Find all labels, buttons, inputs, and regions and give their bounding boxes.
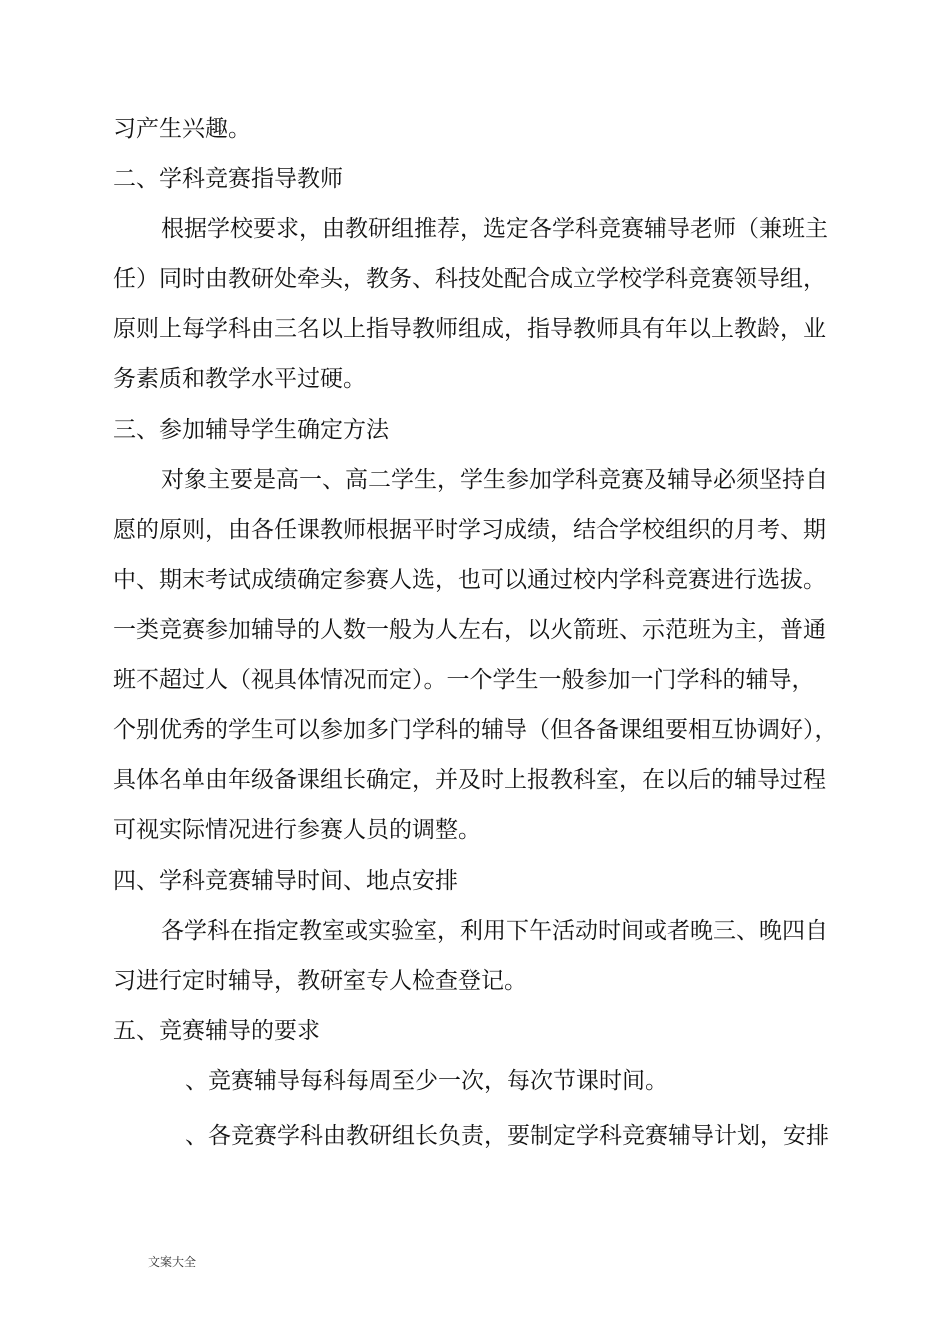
list-item-line: 、竞赛辅导每科每周至少一次，每次节课时间。 [185, 1068, 668, 1094]
body-text-line: 各学科在指定教室或实验室，利用下午活动时间或者晚三、晚四自 [161, 918, 828, 944]
body-text-line: 习进行定时辅导，教研室专人检查登记。 [113, 968, 527, 994]
body-text-line: 班不超过人（视具体情况而定）。一个学生一般参加一门学科的辅导， [113, 667, 815, 693]
body-text-line: 中、期末考试成绩确定参赛人选，也可以通过校内学科竞赛进行选拔。 [113, 567, 826, 593]
body-text-line: 对象主要是高一、高二学生，学生参加学科竞赛及辅导必须坚持自 [161, 467, 828, 493]
body-text-line: 一类竞赛参加辅导的人数一般为人左右，以火箭班、示范班为主，普通 [113, 617, 826, 643]
body-text-line: 习产生兴趣。 [113, 116, 251, 142]
body-text-line: 具体名单由年级备课组长确定，并及时上报教科室，在以后的辅导过程 [113, 767, 826, 793]
body-text-line: 个别优秀的学生可以参加多门学科的辅导（但各备课组要相互协调好）， [113, 717, 838, 743]
body-text-line: 愿的原则，由各任课教师根据平时学习成绩，结合学校组织的月考、期 [113, 517, 826, 543]
section-heading-2: 二、学科竞赛指导教师 [113, 166, 343, 192]
body-text-line: 可视实际情况进行参赛人员的调整。 [113, 817, 481, 843]
body-text-line: 原则上每学科由三名以上指导教师组成，指导教师具有年以上教龄，业 [113, 316, 826, 342]
section-heading-3: 三、参加辅导学生确定方法 [113, 417, 389, 443]
body-text-line: 任）同时由教研处牵头，教务、科技处配合成立学校学科竞赛领导组， [113, 266, 826, 292]
list-item-line: 、各竞赛学科由教研组长负责，要制定学科竞赛辅导计划，安排 [185, 1123, 829, 1149]
body-text-line: 根据学校要求，由教研组推荐，选定各学科竞赛辅导老师（兼班主 [161, 216, 828, 242]
page-footer: 文案大全 [148, 1255, 197, 1269]
section-heading-5: 五、竞赛辅导的要求 [113, 1018, 320, 1044]
body-text-line: 务素质和教学水平过硬。 [113, 366, 366, 392]
section-heading-4: 四、学科竞赛辅导时间、地点安排 [113, 868, 458, 894]
